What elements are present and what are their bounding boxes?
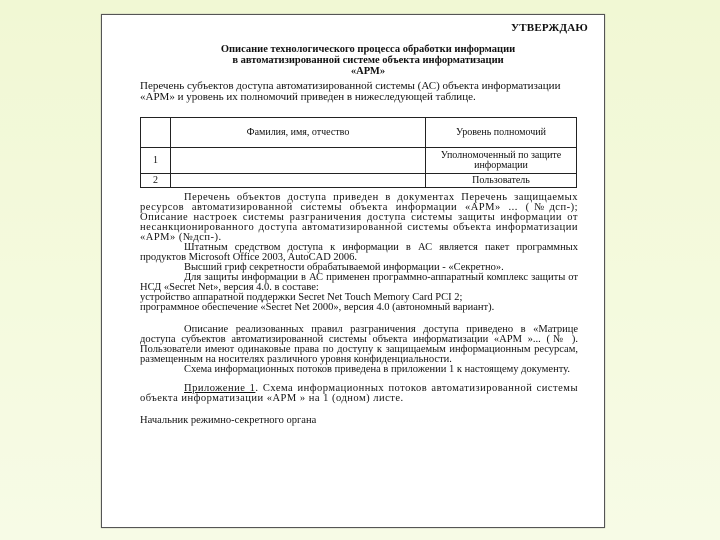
paragraph-appendix (140, 384, 578, 404)
header-level: Уровень полномочий (426, 118, 577, 148)
document-page (101, 14, 605, 528)
approval-stamp: УТВЕРЖДАЮ (511, 22, 588, 34)
title-line-3: «АРМ» (350, 66, 386, 77)
signature-line: Начальник режимно-секретного органа (140, 415, 317, 426)
paragraph-objects: Перечень объектов доступа приведен в документах Перечень защищаемых ресурсов автоматизированной системы объекта информации «АРМ» ... (№дсп-); Описание настроек системы разграничения доступа системы защиты информации от несанкционированного доступа автоматизированной системы объекта информатизации «АРМ» (№дсп-). (140, 192, 578, 243)
paragraph-protection: Для защиты информации в АС применен программно-аппаратный комплекс защиты от НСД «Secret Net», версия 4.0. в составе: (140, 272, 578, 293)
paragraph-flows: Схема информационных потоков приведена в приложении 1 к настоящему документу. (184, 364, 570, 375)
paragraph-software: программное обеспечение «Secret Net 2000», версия 4.0 (автономный вариант). (140, 302, 495, 313)
header-name: Фамилия, имя, отчество (171, 118, 426, 148)
paragraph-hardware: устройство аппаратной поддержки Secret Net Touch Memory Card PCI 2; (140, 292, 463, 303)
row-level: Пользователь (426, 174, 577, 188)
document-body (140, 193, 578, 426)
subjects-table (140, 117, 577, 188)
row-name (171, 174, 426, 188)
row-level: Уполномоченный по защите информации (426, 148, 577, 174)
row-num: 1 (141, 148, 171, 174)
paragraph-secrecy: Высший гриф секретности обрабатываемой информации - «Секретно». (184, 262, 504, 273)
appendix-label: Приложение 1 (184, 383, 256, 394)
row-num: 2 (141, 174, 171, 188)
header-num (141, 118, 171, 148)
intro-paragraph: Перечень субъектов доступа автоматизированной системы (АС) объекта информатизации «АРМ» и уровень их полномочий приведен в нижеследующей таблице. (140, 80, 561, 103)
title-line-2: в автоматизированной системе объекта информатизации (232, 55, 504, 66)
title-line-1: Описание технологического процесса обработки информации (220, 44, 516, 55)
paragraph-matrix: Описание реализованных правил разграничения доступа приведено в «Матрице доступа субъектов автоматизированной системы объекта информатизации «АРМ »... (№ ). Пользователи имеют одинаковые права по доступу к защищаемым информационным ресурсам, размещенным на носителях различного уровня конфиденциальности. (140, 324, 578, 365)
document-title (140, 44, 596, 77)
row-name (171, 148, 426, 174)
paragraph-tools: Штатным средством доступа к информации в АС является пакет программных продуктов Microsoft Office 2003, AutoCAD 2006. (140, 242, 578, 263)
appendix-text: . Схема информационных потоков автоматизированной системы объекта информатизации «АРМ » на 1 (одном) листе. (140, 383, 578, 404)
table-row (141, 174, 577, 188)
table-header-row (141, 118, 577, 148)
table-row (141, 148, 577, 174)
